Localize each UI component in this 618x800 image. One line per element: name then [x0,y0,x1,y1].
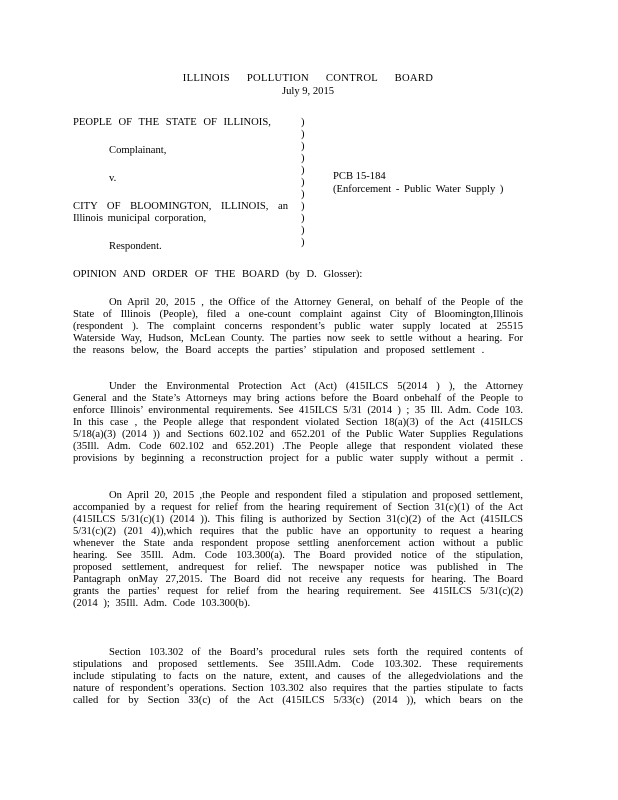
caption-paren: ) [301,165,305,176]
paragraph-2-line: 5/18(a)(3) (2014 )) and Sections 602.102 and 652.201 of the Public Water Supplies Regulations [73,429,523,440]
paragraph-4-line: called for by Section 33(c) of the Act (415ILCS 5/33(c) (2014 )), which bears on the [73,695,523,706]
paragraph-1-line: Waterside Way, Hudson, McLean County. The parties now seek to settle without a hearing. For [73,333,523,344]
paragraph-2-line: (35Ill. Adm. Code 602.102 and 652.201) .The People allege that respondent violated these [73,441,523,452]
paragraph-1-line: the reasons below, the Board accepts the parties’ stipulation and proposed settlement . [73,345,485,356]
paragraph-1-line: State of Illinois (People), filed a one-count complaint against City of Bloomington,Illinois [73,309,523,320]
paragraph-3-line: grants the parties’ request for relief from the hearing requirement. See 415ILCS 5/31(c)(2) [73,586,523,597]
paragraph-2-line: provisions by beginning a reconstruction project for a public water supply without a permit . [73,453,523,464]
paragraph-2-line: General and the State’s Attorneys may bring actions before the Board onbehalf of the People to [73,393,523,404]
board-title: ILLINOIS POLLUTION CONTROL BOARD [182,73,434,84]
paragraph-3-line: Pantagraph onMay 27,2015. The Board did not receive any requests for hearing. The Board [73,574,523,585]
caption-paren: ) [301,201,305,212]
caption-paren: ) [301,177,305,188]
case-number: PCB 15-184 [333,171,386,182]
caption-paren: ) [301,213,305,224]
versus-label: v. [109,173,117,184]
case-type: (Enforcement - Public Water Supply ) [333,184,504,195]
paragraph-2-line: enforce Illinois’ environmental requirements. See 415ILCS 5/31 (2014 ) ; 35 Ill. Adm. Code 103. [73,405,523,416]
paragraph-3-line: hearing. See 35Ill. Adm. Code 103.300(a). The Board provided notice of the stipulation, [73,550,523,561]
paragraph-3-line: (415ILCS 5/31(c)(1) (2014 )). This filing is authorized by Section 31(c)(2) of the Act (415ILCS [73,514,523,525]
paragraph-4-line: stipulations and proposed settlements. See 35Ill.Adm. Code 103.302. These requirements [73,659,523,670]
paragraph-3-line: (2014 ); 35Ill. Adm. Code 103.300(b). [73,598,251,609]
paragraph-3-line: proposed settlement, andrequest for relief. The newspaper notice was published in The [73,562,523,573]
paragraph-3-line: On April 20, 2015 ,the People and respondent filed a stipulation and proposed settlement, [109,490,523,501]
paragraph-4-line: nature of respondent’s operations. Section 103.302 also requires that the parties stipulate to facts [73,683,523,694]
paragraph-2-line: Under the Environmental Protection Act (Act) (415ILCS 5(2014 ) ), the Attorney [109,381,523,392]
caption-paren: ) [301,225,305,236]
paragraph-4-line: Section 103.302 of the Board’s procedural rules sets forth the required contents of [109,647,523,658]
paragraph-3-line: whenever the State anda respondent propose settling anenforcement action without a public [73,538,523,549]
respondent-name-line-1: CITY OF BLOOMINGTON, ILLINOIS, an [73,201,288,212]
caption-paren: ) [301,141,305,152]
paragraph-1-line: (respondent ). The complaint concerns respondent’s public water supply located at 25515 [73,321,523,332]
paragraph-1-line: On April 20, 2015 , the Office of the Attorney General, on behalf of the People of the [109,297,523,308]
opinion-heading: OPINION AND ORDER OF THE BOARD (by D. Glosser): [73,269,363,280]
complainant-label: Complainant, [109,145,167,156]
caption-paren: ) [301,117,305,128]
caption-paren: ) [301,153,305,164]
decision-date: July 9, 2015 [281,86,335,97]
paragraph-2-line: In this case , the People allege that respondent violated Section 18(a)(3) of the Act (415ILCS [73,417,523,428]
caption-paren: ) [301,237,305,248]
paragraph-3-line: 5/31(c)(2) (201 4)),which requires that the public have an opportunity to request a hearing [73,526,523,537]
respondent-name-line-2: Illinois municipal corporation, [73,213,207,224]
respondent-label: Respondent. [109,241,162,252]
caption-paren: ) [301,189,305,200]
paragraph-4-line: include stipulating to facts on the nature, extent, and causes of the allegedviolations and the [73,671,523,682]
caption-paren: ) [301,129,305,140]
complainant-name: PEOPLE OF THE STATE OF ILLINOIS, [73,117,271,128]
paragraph-3-line: accompanied by a request for relief from the hearing requirement of Section 31(c)(1) of the Act [73,502,523,513]
